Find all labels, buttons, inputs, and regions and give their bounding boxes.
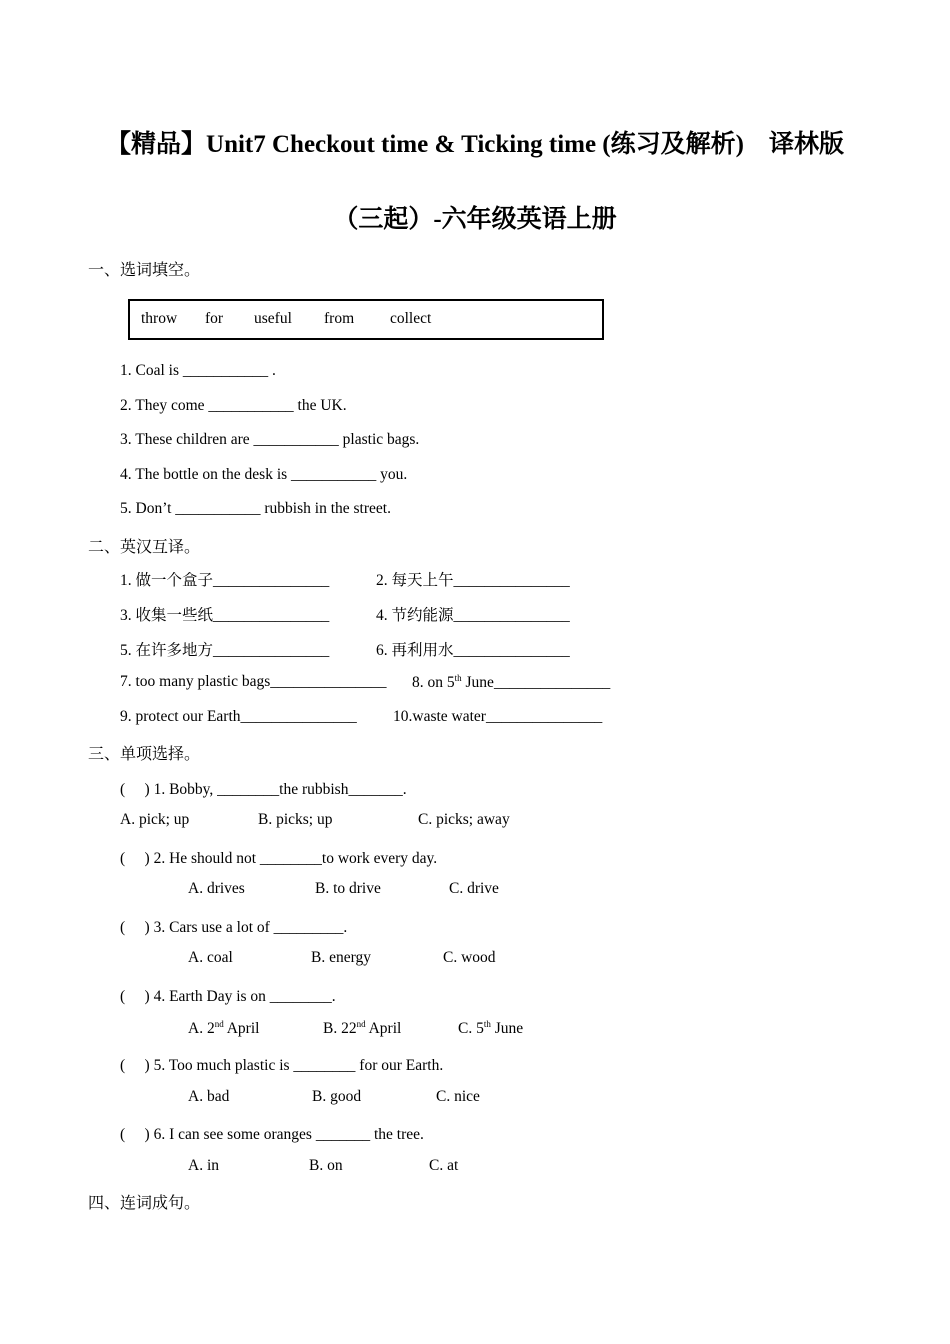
translate-item: 4. 节约能源_______________	[376, 606, 570, 624]
fill-blank-item: 3. These children are ___________ plastic bags.	[120, 431, 420, 448]
mc-option: B. energy	[311, 949, 371, 966]
mc-option: A. 2nd April	[188, 1019, 260, 1038]
mc-option: A. coal	[188, 949, 233, 966]
section-heading-multiple-choice: 三、单项选择。	[88, 744, 201, 763]
mc-option: B. 22nd April	[323, 1019, 402, 1038]
mc-question-stem: ( ) 4. Earth Day is on ________.	[120, 988, 336, 1005]
translate-item: 7. too many plastic bags_______________	[120, 673, 387, 690]
translate-item: 2. 每天上午_______________	[376, 571, 570, 589]
mc-option: C. picks; away	[418, 811, 510, 828]
page-title-line1: 【精品】Unit7 Checkout time & Ticking time (练习及解析) 译林版	[106, 131, 844, 158]
fill-blank-item: 4. The bottle on the desk is ___________ you.	[120, 466, 408, 483]
mc-option: B. good	[312, 1088, 362, 1105]
mc-option: B. to drive	[315, 880, 381, 897]
translate-item: 3. 收集一些纸_______________	[120, 606, 330, 624]
mc-question-stem: ( ) 2. He should not ________to work every day.	[120, 850, 438, 867]
section-heading-sentence-building: 四、连词成句。	[88, 1193, 201, 1212]
mc-option: B. picks; up	[258, 811, 333, 828]
section-heading-fill-blank: 一、选词填空。	[88, 260, 201, 279]
mc-option: C. nice	[436, 1088, 480, 1105]
word-bank-word: collect	[390, 310, 432, 327]
page-title-line2: （三起）-六年级英语上册	[333, 206, 617, 233]
mc-question-stem: ( ) 5. Too much plastic is ________ for our Earth.	[120, 1057, 444, 1074]
word-bank-word: for	[205, 310, 224, 327]
fill-blank-item: 5. Don’t ___________ rubbish in the street.	[120, 500, 391, 517]
translate-item: 9. protect our Earth_______________	[120, 708, 357, 725]
mc-question-stem: ( ) 1. Bobby, ________the rubbish_______.	[120, 781, 407, 798]
word-bank-box	[128, 299, 604, 340]
translate-item: 6. 再利用水_______________	[376, 641, 570, 659]
section-heading-translate: 二、英汉互译。	[88, 537, 201, 556]
word-bank-word: throw	[141, 310, 178, 327]
mc-option: A. pick; up	[120, 811, 190, 828]
mc-option: B. on	[309, 1157, 343, 1174]
word-bank-word: useful	[254, 310, 292, 327]
fill-blank-item: 1. Coal is ___________ .	[120, 362, 276, 379]
word-bank-word: from	[324, 310, 355, 327]
mc-option: C. at	[429, 1157, 459, 1174]
mc-option: C. 5th June	[458, 1019, 524, 1038]
fill-blank-item: 2. They come ___________ the UK.	[120, 397, 347, 414]
mc-option: A. in	[188, 1157, 219, 1174]
mc-option: A. bad	[188, 1088, 230, 1105]
translate-item: 5. 在许多地方_______________	[120, 641, 330, 659]
mc-option: A. drives	[188, 880, 245, 897]
translate-item: 8. on 5th June_______________	[412, 673, 611, 692]
mc-question-stem: ( ) 6. I can see some oranges _______ the tree.	[120, 1126, 424, 1143]
mc-option: C. drive	[449, 880, 499, 897]
translate-item: 10.waste water_______________	[393, 708, 603, 725]
translate-item: 1. 做一个盒子_______________	[120, 571, 330, 589]
mc-question-stem: ( ) 3. Cars use a lot of _________.	[120, 919, 348, 936]
mc-option: C. wood	[443, 949, 496, 966]
